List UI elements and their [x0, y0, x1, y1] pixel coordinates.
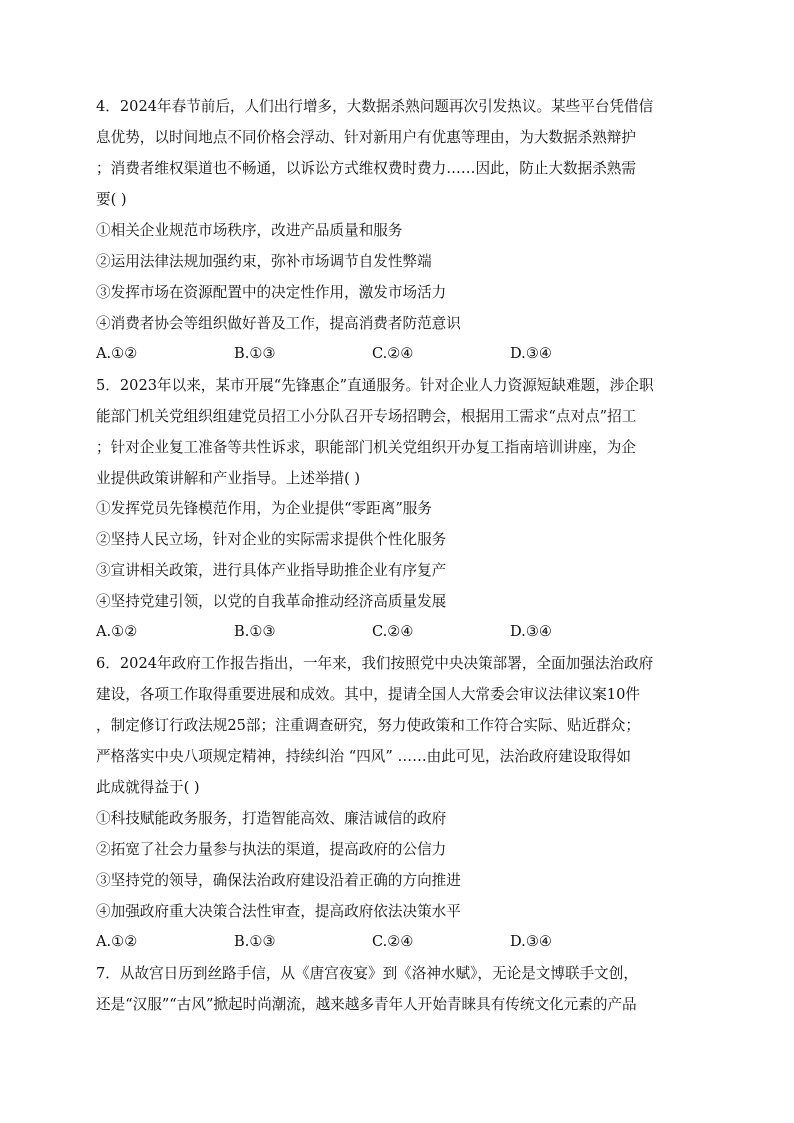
- q5-stem-line: 业提供政策讲解和产业指导。上述举措( ): [96, 470, 361, 487]
- q6-option-a: A.①②: [96, 933, 138, 950]
- q5-options: [96, 623, 696, 643]
- q4-stem-line: ；消费者维权渠道也不畅通，以诉讼方式维权费时费力……因此，防止大数据杀熟需: [96, 160, 636, 177]
- q5-item: ④坚持党建引领，以党的自我革命推动经济高质量发展: [96, 593, 447, 610]
- q5-item: ①发挥党员先锋模范作用，为企业提供“零距离”服务: [96, 500, 432, 517]
- q6-option-d: D.③④: [510, 933, 552, 950]
- q5-option-c: C.②④: [372, 623, 414, 640]
- q4-item: ②运用法律法规加强约束，弥补市场调节自发性弊端: [96, 253, 432, 270]
- q4-option-a: A.①②: [96, 345, 138, 362]
- q6-option-c: C.②④: [372, 933, 414, 950]
- q5-stem-line: ；针对企业复工准备等共性诉求，职能部门机关党组织开办复工指南培训讲座，为企: [96, 439, 636, 456]
- q5-stem-line: 能部门机关党组织组建党员招工小分队召开专场招聘会，根据用工需求“点对点”招工: [96, 408, 637, 425]
- q5-option-a: A.①②: [96, 623, 138, 640]
- q4-options: [96, 345, 696, 365]
- q4-stem-line: 4．2024年春节前后，人们出行增多，大数据杀熟问题再次引发热议。某些平台凭借信: [96, 98, 654, 115]
- q6-stem-line: 此成就得益于( ): [96, 779, 200, 796]
- q4-item: ④消费者协会等组织做好普及工作，提高消费者防范意识: [96, 315, 461, 332]
- q6-option-b: B.①③: [234, 933, 276, 950]
- q7-stem-line: 还是“汉服”“古风”掀起时尚潮流，越来越多青年人开始青睐具有传统文化元素的产品: [96, 996, 637, 1013]
- q4-option-b: B.①③: [234, 345, 276, 362]
- q4-option-d: D.③④: [510, 345, 552, 362]
- q6-stem-line: 严格落实中央八项规定精神，持续纠治 “四风” ……由此可见，法治政府建设取得如: [96, 748, 631, 765]
- q4-stem-line: 要( ): [96, 191, 127, 208]
- q4-item: ③发挥市场在资源配置中的决定性作用，激发市场活力: [96, 284, 447, 301]
- q6-stem-line: 建设，各项工作取得重要进展和成效。其中，提请全国人大常委会审议法律议案10件: [96, 686, 640, 703]
- q6-item: ④加强政府重大决策合法性审查，提高政府依法决策水平: [96, 903, 461, 920]
- q6-item: ②拓宽了社会力量参与执法的渠道，提高政府的公信力: [96, 841, 447, 858]
- q5-option-d: D.③④: [510, 623, 552, 640]
- q6-stem-line: ，制定修订行政法规25部；注重调查研究，努力使政策和工作符合实际、贴近群众；: [96, 717, 640, 734]
- q5-item: ②坚持人民立场，针对企业的实际需求提供个性化服务: [96, 531, 447, 548]
- q6-item: ①科技赋能政务服务，打造智能高效、廉洁诚信的政府: [96, 810, 447, 827]
- q6-stem-line: 6．2024年政府工作报告指出，一年来，我们按照党中央决策部署，全面加强法治政府: [96, 655, 654, 672]
- q6-item: ③坚持党的领导，确保法治政府建设沿着正确的方向推进: [96, 872, 461, 889]
- q7-stem-line: 7．从故宫日历到丝路手信，从《唐宫夜宴》到《洛神水赋》，无论是文博联手文创，: [96, 965, 638, 982]
- q4-item: ①相关企业规范市场秩序，改进产品质量和服务: [96, 222, 403, 239]
- q5-stem-line: 5．2023年以来，某市开展“先锋惠企”直通服务。针对企业人力资源短缺难题，涉企职: [96, 377, 654, 394]
- q4-option-c: C.②④: [372, 345, 414, 362]
- q6-options: [96, 933, 696, 953]
- q5-option-b: B.①③: [234, 623, 276, 640]
- q5-item: ③宣讲相关政策，进行具体产业指导助推企业有序复产: [96, 562, 447, 579]
- q4-stem-line: 息优势，以时间地点不同价格会浮动、针对新用户有优惠等理由，为大数据杀熟辩护: [96, 129, 636, 146]
